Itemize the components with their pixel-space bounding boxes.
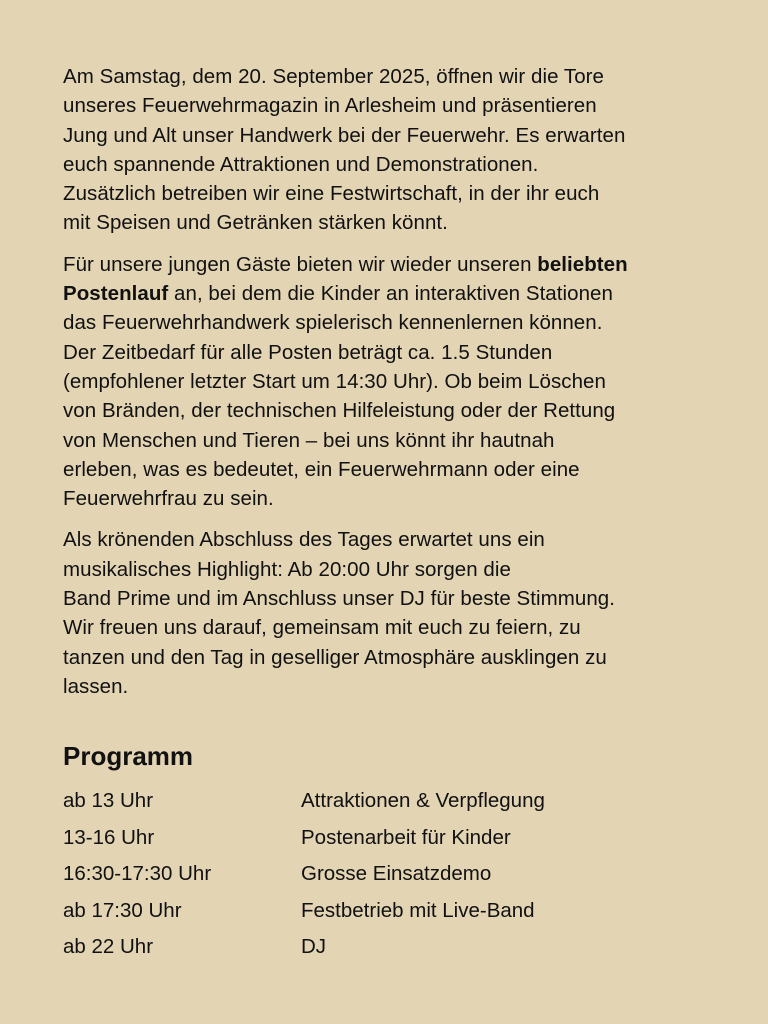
- text-line: euch spannende Attraktionen und Demonstrationen.: [63, 152, 539, 176]
- schedule-activity: Attraktionen & Verpflegung: [301, 789, 545, 813]
- highlight-text: beliebten: [537, 252, 628, 276]
- schedule-row: [63, 929, 545, 966]
- schedule-row: [63, 893, 545, 930]
- text-line: Feuerwehrfrau zu sein.: [63, 487, 274, 511]
- text-segment: an, bei dem die Kinder an interaktiven Stationen: [168, 282, 613, 306]
- schedule-time: 13-16 Uhr: [63, 825, 155, 849]
- text-line: von Bränden, der technischen Hilfeleistung oder der Rettung: [63, 399, 616, 423]
- text-line: Zusätzlich betreiben wir eine Festwirtschaft, in der ihr euch: [63, 182, 600, 206]
- intro-paragraph-2: [63, 250, 728, 514]
- text-line: erleben, was es bedeutet, ein Feuerwehrmann oder eine: [63, 457, 580, 481]
- schedule-time: ab 22 Uhr: [63, 935, 154, 959]
- intro-paragraph-1: [63, 62, 728, 238]
- schedule-row: [63, 820, 545, 857]
- schedule-row: [63, 856, 545, 893]
- text-line: musikalisches Highlight: Ab 20:00 Uhr sorgen die: [63, 557, 511, 581]
- intro-paragraph-3: [63, 525, 728, 701]
- text-line: das Feuerwehrhandwerk spielerisch kennenlernen können.: [63, 311, 603, 335]
- text-segment: Für unsere jungen Gäste bieten wir wieder unseren: [63, 252, 538, 276]
- program-schedule: [63, 783, 545, 966]
- text-line: Wir freuen uns darauf, gemeinsam mit euch zu feiern, zu: [63, 616, 581, 640]
- schedule-activity: Festbetrieb mit Live-Band: [301, 898, 535, 922]
- text-line: Als krönenden Abschluss des Tages erwartet uns ein: [63, 528, 545, 552]
- text-line: Der Zeitbedarf für alle Posten beträgt ca. 1.5 Stunden: [63, 340, 553, 364]
- schedule-time: ab 13 Uhr: [63, 789, 154, 813]
- schedule-activity: Grosse Einsatzdemo: [301, 862, 492, 886]
- text-line: Am Samstag, dem 20. September 2025, öffnen wir die Tore: [63, 65, 604, 88]
- text-line: [63, 250, 728, 279]
- text-line: Jung und Alt unser Handwerk bei der Feuerwehr. Es erwarten: [63, 123, 626, 147]
- text-line: (empfohlener letzter Start um 14:30 Uhr). Ob beim Löschen: [63, 369, 606, 393]
- program-title: Programm: [63, 741, 194, 772]
- schedule-time: 16:30-17:30 Uhr: [63, 862, 212, 886]
- text-line: unseres Feuerwehrmagazin in Arlesheim und präsentieren: [63, 94, 597, 118]
- text-line: von Menschen und Tieren – bei uns könnt ihr hautnah: [63, 428, 555, 452]
- highlight-text: Postenlauf: [63, 282, 169, 306]
- schedule-time: ab 17:30 Uhr: [63, 898, 182, 922]
- schedule-activity: Postenarbeit für Kinder: [301, 825, 511, 849]
- text-line: [63, 279, 728, 308]
- text-line: Band Prime und im Anschluss unser DJ für beste Stimmung.: [63, 587, 615, 611]
- schedule-activity: DJ: [301, 935, 327, 959]
- text-line: tanzen und den Tag in geselliger Atmosphäre ausklingen zu: [63, 645, 607, 669]
- schedule-row: [63, 783, 545, 820]
- text-line: mit Speisen und Getränken stärken könnt.: [63, 211, 448, 235]
- text-line: lassen.: [63, 674, 129, 698]
